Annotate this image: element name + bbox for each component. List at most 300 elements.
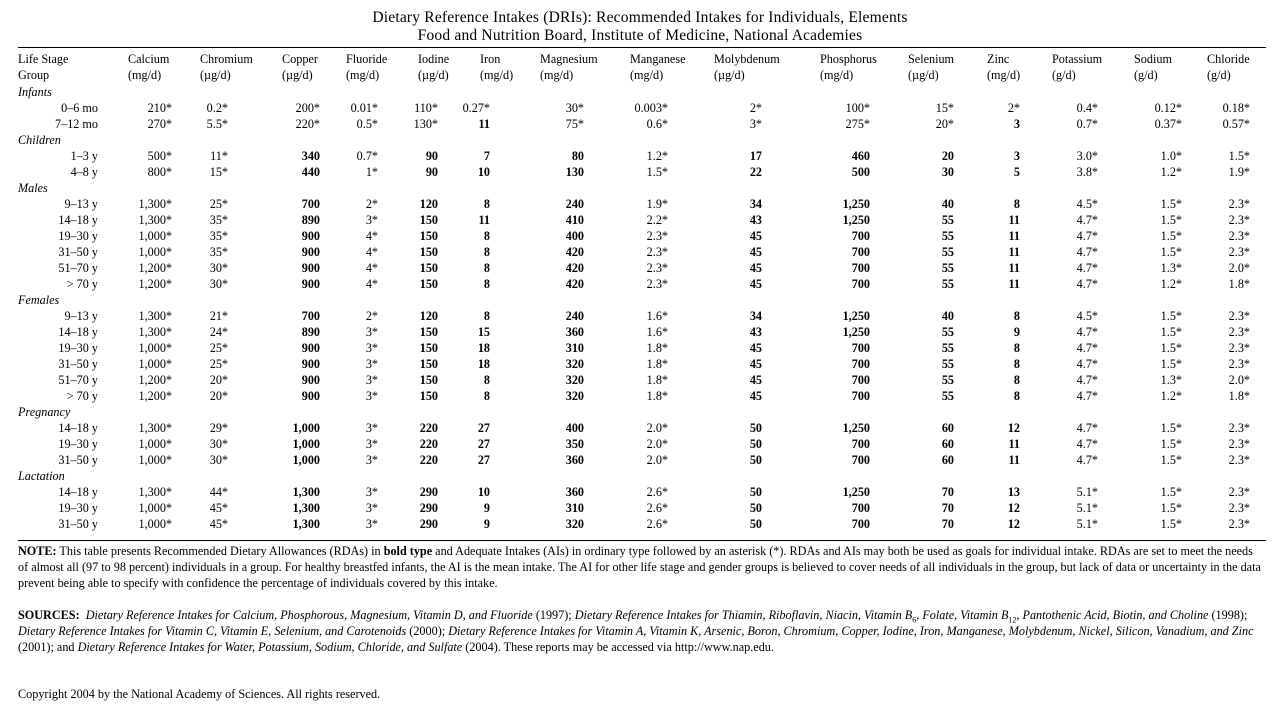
cell-potassium: 4.7* — [1076, 229, 1098, 243]
cell-chromium: 30* — [209, 277, 228, 291]
cell-magnesium: 75* — [565, 117, 584, 131]
cell-magnesium: 240 — [565, 197, 584, 211]
group-row-females — [18, 292, 1266, 308]
cell-chromium: 29* — [209, 421, 228, 435]
cell-sodium: 1.5* — [1160, 341, 1182, 355]
cell-molybdenum: 50 — [749, 421, 762, 435]
cell-chloride: 2.3* — [1228, 357, 1250, 371]
title-block — [0, 9, 1280, 45]
cell-molybdenum: 50 — [749, 437, 762, 451]
cell-chloride: 1.8* — [1228, 277, 1250, 291]
cell-phosphorus: 700 — [851, 261, 870, 275]
cell-chloride: 2.3* — [1228, 437, 1250, 451]
cell-copper: 1,300 — [292, 517, 320, 531]
table-row — [18, 276, 1266, 292]
note-text-2: and Adequate Intakes (AIs) in ordinary type followed by an asterisk (*). RDAs and AIs may both be used as goals for individual intake. RDAs are set to meet the needs of almost all (97 to 98 percent) individuals in a group. For healthy breastfed infants, the AI is the mean intake. The AI for other life stage and gender groups is believed to cover needs of all individuals in the group, but lack of data or uncertainty in the data prevent being able to specify with confidence the percentage of individuals covered by this intake. — [18, 544, 1261, 590]
cell-iron: 9 — [483, 517, 490, 531]
cell-sodium: 1.3* — [1160, 261, 1182, 275]
cell-molybdenum: 3* — [749, 117, 762, 131]
cell-calcium: 1,200* — [138, 389, 172, 403]
cell-magnesium: 360 — [565, 485, 584, 499]
cell-manganese: 1.5* — [646, 165, 668, 179]
cell-phosphorus: 500 — [851, 165, 870, 179]
cell-zinc: 12 — [1007, 501, 1020, 515]
source-1998-b: , Folate, Vitamin B — [916, 608, 1009, 622]
cell-copper: 890 — [301, 325, 320, 339]
cell-molybdenum: 2* — [749, 101, 762, 115]
table-row — [18, 228, 1266, 244]
cell-copper: 440 — [301, 165, 320, 179]
cell-selenium: 15* — [935, 101, 954, 115]
cell-fluoride: 0.7* — [356, 149, 378, 163]
table-row — [18, 196, 1266, 212]
cell-sodium: 1.5* — [1160, 229, 1182, 243]
cell-potassium: 4.7* — [1076, 341, 1098, 355]
cell-chromium: 45* — [209, 501, 228, 515]
cell-chloride: 2.3* — [1228, 229, 1250, 243]
cell-chromium: 30* — [209, 261, 228, 275]
cell-magnesium: 240 — [565, 309, 584, 323]
table-row — [18, 340, 1266, 356]
cell-iodine: 130* — [413, 117, 438, 131]
cell-phosphorus: 1,250 — [842, 213, 870, 227]
cell-selenium: 40 — [941, 197, 954, 211]
group-label: Females — [18, 293, 60, 307]
cell-iodine: 120 — [419, 197, 438, 211]
cell-potassium: 0.7* — [1076, 117, 1098, 131]
cell-manganese: 2.2* — [646, 213, 668, 227]
cell-molybdenum: 50 — [749, 501, 762, 515]
col-header-potassium: Potassium (g/d) — [1052, 52, 1103, 82]
cell-magnesium: 320 — [565, 373, 584, 387]
table-row — [18, 244, 1266, 260]
cell-selenium: 55 — [941, 325, 954, 339]
cell-fluoride: 3* — [365, 453, 378, 467]
age-cell: 9–13 y — [64, 309, 98, 323]
cell-chromium: 20* — [209, 389, 228, 403]
cell-magnesium: 310 — [565, 341, 584, 355]
cell-calcium: 1,200* — [138, 373, 172, 387]
cell-sodium: 1.5* — [1160, 453, 1182, 467]
cell-zinc: 11 — [1008, 213, 1020, 227]
cell-potassium: 4.7* — [1076, 453, 1098, 467]
table-row — [18, 100, 1266, 116]
cell-fluoride: 3* — [365, 421, 378, 435]
cell-phosphorus: 700 — [851, 341, 870, 355]
cell-manganese: 1.6* — [646, 325, 668, 339]
cell-zinc: 8 — [1013, 309, 1020, 323]
cell-manganese: 0.6* — [646, 117, 668, 131]
table-row — [18, 324, 1266, 340]
age-cell: 31–50 y — [58, 517, 98, 531]
age-cell: 31–50 y — [58, 245, 98, 259]
cell-fluoride: 3* — [365, 357, 378, 371]
cell-potassium: 5.1* — [1076, 517, 1098, 531]
cell-sodium: 0.37* — [1154, 117, 1182, 131]
cell-fluoride: 3* — [365, 341, 378, 355]
cell-manganese: 2.0* — [646, 453, 668, 467]
cell-molybdenum: 50 — [749, 453, 762, 467]
cell-molybdenum: 34 — [749, 197, 762, 211]
cell-iron: 11 — [478, 117, 490, 131]
cell-chloride: 2.3* — [1228, 453, 1250, 467]
cell-molybdenum: 45 — [749, 341, 762, 355]
cell-selenium: 70 — [941, 517, 954, 531]
cell-fluoride: 2* — [365, 309, 378, 323]
cell-potassium: 4.7* — [1076, 261, 1098, 275]
cell-manganese: 1.8* — [646, 373, 668, 387]
cell-sodium: 1.5* — [1160, 213, 1182, 227]
cell-calcium: 210* — [147, 101, 172, 115]
cell-copper: 700 — [301, 309, 320, 323]
age-cell: 14–18 y — [58, 213, 98, 227]
cell-sodium: 1.0* — [1160, 149, 1182, 163]
cell-chloride: 2.3* — [1228, 197, 1250, 211]
cell-magnesium: 320 — [565, 357, 584, 371]
cell-sodium: 1.5* — [1160, 485, 1182, 499]
cell-zinc: 8 — [1013, 197, 1020, 211]
cell-calcium: 800* — [147, 165, 172, 179]
cell-fluoride: 4* — [365, 245, 378, 259]
cell-iron: 0.27* — [462, 101, 490, 115]
cell-manganese: 1.6* — [646, 309, 668, 323]
cell-zinc: 2* — [1007, 101, 1020, 115]
cell-phosphorus: 100* — [845, 101, 870, 115]
table-row — [18, 260, 1266, 276]
cell-fluoride: 3* — [365, 213, 378, 227]
cell-iodine: 120 — [419, 309, 438, 323]
page-subtitle: Food and Nutrition Board, Institute of Medicine, National Academies — [417, 27, 863, 44]
cell-molybdenum: 45 — [749, 229, 762, 243]
cell-selenium: 20 — [941, 149, 954, 163]
cell-iron: 11 — [478, 213, 490, 227]
cell-magnesium: 420 — [565, 261, 584, 275]
cell-magnesium: 320 — [565, 517, 584, 531]
dri-table — [18, 52, 1266, 532]
age-cell: 51–70 y — [58, 261, 98, 275]
cell-selenium: 60 — [941, 421, 954, 435]
cell-calcium: 1,300* — [138, 485, 172, 499]
cell-chloride: 2.3* — [1228, 341, 1250, 355]
source-1998-c: , Pantothenic Acid, Biotin, and Choline — [1016, 608, 1209, 622]
cell-phosphorus: 700 — [851, 517, 870, 531]
age-cell: 19–30 y — [58, 501, 98, 515]
table-note — [18, 544, 1266, 591]
cell-magnesium: 410 — [565, 213, 584, 227]
cell-fluoride: 0.01* — [350, 101, 378, 115]
cell-magnesium: 400 — [565, 421, 584, 435]
cell-chloride: 2.3* — [1228, 517, 1250, 531]
cell-iron: 8 — [483, 373, 490, 387]
cell-copper: 1,000 — [292, 453, 320, 467]
cell-molybdenum: 17 — [749, 149, 762, 163]
cell-zinc: 5 — [1013, 165, 1020, 179]
age-cell: 7–12 mo — [55, 117, 98, 131]
cell-calcium: 270* — [147, 117, 172, 131]
sources-label: SOURCES: — [18, 608, 80, 622]
cell-chromium: 30* — [209, 453, 228, 467]
cell-chromium: 25* — [209, 197, 228, 211]
cell-potassium: 4.7* — [1076, 213, 1098, 227]
cell-potassium: 5.1* — [1076, 485, 1098, 499]
cell-chromium: 24* — [209, 325, 228, 339]
cell-calcium: 1,200* — [138, 261, 172, 275]
cell-phosphorus: 1,250 — [842, 197, 870, 211]
cell-iron: 18 — [477, 357, 490, 371]
age-cell: 31–50 y — [58, 357, 98, 371]
cell-phosphorus: 700 — [851, 229, 870, 243]
cell-iodine: 150 — [419, 341, 438, 355]
cell-iron: 27 — [477, 437, 490, 451]
cell-magnesium: 350 — [565, 437, 584, 451]
cell-calcium: 1,300* — [138, 421, 172, 435]
cell-zinc: 11 — [1008, 277, 1020, 291]
cell-potassium: 0.4* — [1076, 101, 1098, 115]
cell-manganese: 1.8* — [646, 357, 668, 371]
col-header-iodine: Iodine (µg/d) — [418, 52, 450, 82]
age-cell: 19–30 y — [58, 437, 98, 451]
cell-iron: 27 — [477, 421, 490, 435]
cell-manganese: 0.003* — [634, 101, 668, 115]
cell-chloride: 2.3* — [1228, 501, 1250, 515]
cell-zinc: 9 — [1013, 325, 1020, 339]
age-cell: 9–13 y — [64, 197, 98, 211]
cell-selenium: 60 — [941, 437, 954, 451]
col-header-chloride: Chloride (g/d) — [1207, 52, 1250, 82]
source-year-4: (2001); and — [18, 639, 78, 654]
cell-zinc: 11 — [1008, 453, 1020, 467]
table-row — [18, 484, 1266, 500]
cell-iodine: 110* — [414, 101, 438, 115]
cell-manganese: 1.8* — [646, 341, 668, 355]
cell-selenium: 55 — [941, 261, 954, 275]
cell-zinc: 3 — [1013, 149, 1020, 163]
cell-molybdenum: 45 — [749, 261, 762, 275]
cell-magnesium: 130 — [565, 165, 584, 179]
cell-copper: 900 — [301, 389, 320, 403]
cell-zinc: 11 — [1008, 229, 1020, 243]
cell-chloride: 1.8* — [1228, 389, 1250, 403]
cell-selenium: 55 — [941, 213, 954, 227]
table-row — [18, 308, 1266, 324]
cell-potassium: 4.7* — [1076, 389, 1098, 403]
cell-copper: 1,300 — [292, 485, 320, 499]
group-label: Pregnancy — [18, 405, 71, 419]
table-row — [18, 420, 1266, 436]
cell-iron: 9 — [483, 501, 490, 515]
cell-potassium: 3.8* — [1076, 165, 1098, 179]
cell-zinc: 8 — [1013, 373, 1020, 387]
cell-molybdenum: 45 — [749, 357, 762, 371]
cell-chloride: 0.57* — [1222, 117, 1250, 131]
cell-calcium: 1,000* — [138, 341, 172, 355]
cell-calcium: 1,000* — [138, 229, 172, 243]
cell-manganese: 1.9* — [646, 197, 668, 211]
cell-chloride: 2.0* — [1228, 373, 1250, 387]
cell-copper: 900 — [301, 357, 320, 371]
cell-zinc: 11 — [1008, 437, 1020, 451]
cell-phosphorus: 460 — [851, 149, 870, 163]
cell-iodine: 220 — [419, 421, 438, 435]
cell-potassium: 4.7* — [1076, 373, 1098, 387]
cell-manganese: 2.3* — [646, 229, 668, 243]
cell-fluoride: 3* — [365, 325, 378, 339]
cell-molybdenum: 45 — [749, 389, 762, 403]
cell-phosphorus: 1,250 — [842, 421, 870, 435]
group-label: Children — [18, 133, 61, 147]
cell-copper: 1,000 — [292, 421, 320, 435]
cell-chromium: 35* — [209, 213, 228, 227]
cell-phosphorus: 700 — [851, 501, 870, 515]
cell-molybdenum: 34 — [749, 309, 762, 323]
cell-manganese: 2.0* — [646, 421, 668, 435]
cell-fluoride: 2* — [365, 197, 378, 211]
cell-selenium: 70 — [941, 501, 954, 515]
cell-selenium: 55 — [941, 389, 954, 403]
col-header-selenium: Selenium (µg/d) — [908, 52, 955, 82]
cell-selenium: 40 — [941, 309, 954, 323]
cell-iodine: 90 — [425, 149, 438, 163]
cell-selenium: 55 — [941, 245, 954, 259]
cell-copper: 900 — [301, 373, 320, 387]
cell-selenium: 55 — [941, 373, 954, 387]
cell-copper: 890 — [301, 213, 320, 227]
cell-chromium: 30* — [209, 437, 228, 451]
cell-sodium: 1.2* — [1160, 165, 1182, 179]
cell-iodine: 150 — [419, 389, 438, 403]
col-header-molybdenum: Molybdenum (µg/d) — [714, 52, 780, 82]
group-row-infants — [18, 84, 1266, 100]
table-row — [18, 164, 1266, 180]
cell-iodine: 150 — [419, 277, 438, 291]
table-body — [18, 84, 1266, 532]
source-1997: Dietary Reference Intakes for Calcium, Phosphorous, Magnesium, Vitamin D, and Fluoride — [85, 608, 533, 622]
cell-iodine: 150 — [419, 229, 438, 243]
cell-molybdenum: 43 — [749, 213, 762, 227]
source-sub-1: 6 — [912, 615, 917, 625]
group-row-pregnancy — [18, 404, 1266, 420]
cell-sodium: 1.5* — [1160, 197, 1182, 211]
cell-fluoride: 3* — [365, 517, 378, 531]
cell-copper: 900 — [301, 261, 320, 275]
cell-chloride: 2.3* — [1228, 325, 1250, 339]
cell-fluoride: 4* — [365, 261, 378, 275]
cell-iodine: 150 — [419, 373, 438, 387]
cell-iron: 8 — [483, 309, 490, 323]
cell-potassium: 4.7* — [1076, 277, 1098, 291]
cell-calcium: 1,300* — [138, 213, 172, 227]
source-2000: Dietary Reference Intakes for Vitamin C, Vitamin E, Selenium, and Carotenoids — [18, 623, 407, 638]
cell-phosphorus: 700 — [851, 277, 870, 291]
col-header-zinc: Zinc (mg/d) — [987, 52, 1021, 82]
cell-sodium: 1.5* — [1160, 309, 1182, 323]
cell-chromium: 15* — [209, 165, 228, 179]
cell-fluoride: 3* — [365, 501, 378, 515]
cell-iodine: 220 — [419, 437, 438, 451]
cell-sodium: 1.5* — [1160, 245, 1182, 259]
note-text-1: This table presents Recommended Dietary Allowances (RDAs) in — [56, 544, 384, 558]
cell-chloride: 0.18* — [1222, 101, 1250, 115]
age-cell: 4–8 y — [70, 165, 98, 179]
age-cell: 0–6 mo — [61, 101, 98, 115]
group-label: Infants — [18, 85, 52, 99]
age-cell: 51–70 y — [58, 373, 98, 387]
table-row — [18, 148, 1266, 164]
cell-molybdenum: 45 — [749, 277, 762, 291]
cell-phosphorus: 1,250 — [842, 325, 870, 339]
age-cell: 14–18 y — [58, 485, 98, 499]
cell-iodine: 150 — [419, 213, 438, 227]
cell-copper: 900 — [301, 229, 320, 243]
col-header-copper: Copper (µg/d) — [282, 52, 318, 82]
note-label: NOTE: — [18, 544, 57, 558]
age-cell: 19–30 y — [58, 229, 98, 243]
table-header — [18, 52, 1266, 84]
col-header-chromium: Chromium (µg/d) — [200, 52, 253, 82]
table-top-rule — [18, 47, 1266, 48]
cell-iodine: 290 — [419, 517, 438, 531]
page-title: Dietary Reference Intakes (DRIs): Recommended Intakes for Individuals, Elements — [372, 9, 908, 26]
col-header-manganese: Manganese (mg/d) — [630, 52, 686, 82]
cell-sodium: 1.5* — [1160, 501, 1182, 515]
source-2001: Dietary Reference Intakes for Vitamin A, Vitamin K, Arsenic, Boron, Chromium, Copper, Iodine, Iron, Manganese, Molybdenum, Nickel, Silicon, Vanadium, and Zinc — [448, 623, 1254, 638]
cell-potassium: 5.1* — [1076, 501, 1098, 515]
source-year-3: (2000); — [406, 623, 449, 638]
group-row-children — [18, 132, 1266, 148]
cell-sodium: 1.5* — [1160, 517, 1182, 531]
cell-copper: 700 — [301, 197, 320, 211]
cell-phosphorus: 700 — [851, 373, 870, 387]
cell-calcium: 500* — [147, 149, 172, 163]
cell-calcium: 1,000* — [138, 517, 172, 531]
table-bottom-rule — [18, 540, 1266, 541]
cell-molybdenum: 43 — [749, 325, 762, 339]
cell-chloride: 2.3* — [1228, 213, 1250, 227]
age-cell: > 70 y — [66, 389, 98, 403]
cell-iron: 8 — [483, 277, 490, 291]
cell-potassium: 4.7* — [1076, 325, 1098, 339]
cell-zinc: 8 — [1013, 389, 1020, 403]
cell-calcium: 1,000* — [138, 501, 172, 515]
cell-chromium: 21* — [209, 309, 228, 323]
cell-chloride: 1.9* — [1228, 165, 1250, 179]
cell-sodium: 1.2* — [1160, 389, 1182, 403]
cell-molybdenum: 22 — [749, 165, 762, 179]
cell-magnesium: 420 — [565, 245, 584, 259]
source-2004: Dietary Reference Intakes for Water, Potassium, Sodium, Chloride, and Sulfate — [77, 639, 463, 654]
cell-selenium: 60 — [941, 453, 954, 467]
cell-manganese: 2.3* — [646, 261, 668, 275]
col-header-sodium: Sodium (g/d) — [1134, 52, 1172, 82]
cell-copper: 200* — [295, 101, 320, 115]
cell-iron: 8 — [483, 229, 490, 243]
cell-molybdenum: 50 — [749, 517, 762, 531]
col-header-iron: Iron (mg/d) — [480, 52, 514, 82]
cell-calcium: 1,000* — [138, 437, 172, 451]
cell-chloride: 2.3* — [1228, 245, 1250, 259]
cell-chloride: 2.3* — [1228, 309, 1250, 323]
cell-sodium: 1.5* — [1160, 357, 1182, 371]
cell-phosphorus: 1,250 — [842, 309, 870, 323]
cell-iodine: 150 — [419, 325, 438, 339]
cell-manganese: 1.2* — [646, 149, 668, 163]
cell-manganese: 2.6* — [646, 485, 668, 499]
cell-magnesium: 30* — [565, 101, 584, 115]
table-row — [18, 356, 1266, 372]
cell-fluoride: 4* — [365, 277, 378, 291]
col-header-phosphorus: Phosphorus (mg/d) — [820, 52, 877, 82]
cell-iron: 8 — [483, 389, 490, 403]
